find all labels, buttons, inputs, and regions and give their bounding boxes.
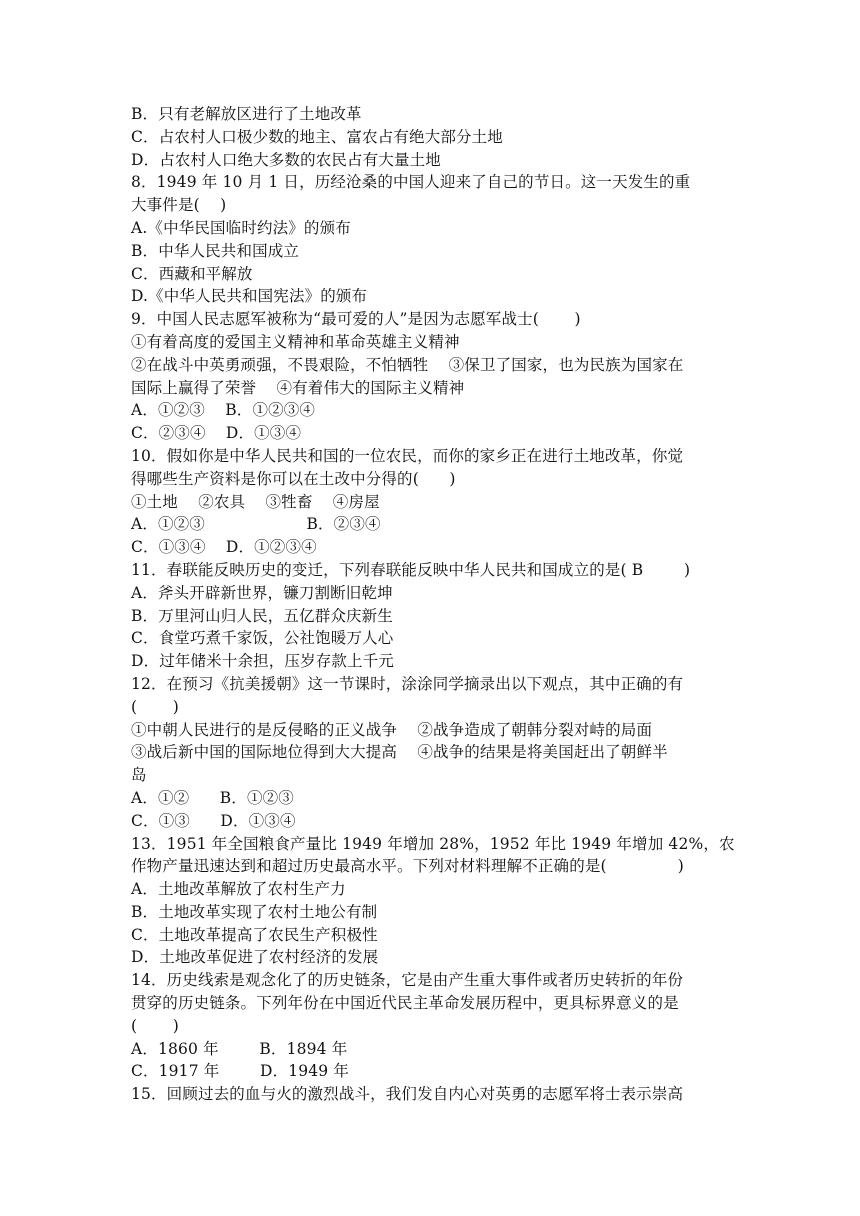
text-line: C．①③④ D．①②③④: [131, 538, 317, 557]
text-line: C．占农村人口极少数的地主、富农占有绝大部分土地: [131, 127, 503, 146]
text-line: 13．1951 年全国粮食产量比 1949 年增加 28%，1952 年比 1949 年增加 42%，农: [131, 834, 735, 853]
text-line: ③战后新中国的国际地位得到大大提高 ④战争的结果是将美国赶出了朝鲜半: [131, 743, 668, 762]
text-line: 10．假如你是中华人民共和国的一位农民，而你的家乡正在进行土地改革，你觉: [131, 446, 684, 465]
text-line: ①土地 ②农具 ③牲畜 ④房屋: [131, 492, 380, 511]
text-line: D．过年储米十余担，压岁存款上千元: [131, 652, 394, 671]
text-line: 14．历史线索是观念化了的历史链条，它是由产生重大事件或者历史转折的年份: [131, 971, 684, 990]
text-line: 8．1949 年 10 月 1 日，历经沧桑的中国人迎来了自己的节日。这一天发生的重: [131, 173, 691, 192]
text-line: A．1860 年 B．1894 年: [131, 1039, 348, 1058]
text-line: A.《中华民国临时约法》的颁布: [131, 218, 351, 237]
text-line: B．万里河山归人民，五亿群众庆新生: [131, 606, 393, 625]
text-line: 国际上赢得了荣誉 ④有着伟大的国际主义精神: [131, 378, 465, 397]
text-line: C．1917 年 D．1949 年: [131, 1062, 350, 1081]
text-line: 贯穿的历史链条。下列年份在中国近代民主革命发展历程中，更具标界意义的是: [131, 994, 679, 1013]
text-line: ( ): [131, 697, 179, 716]
text-line: C．食堂巧煮千家饭，公社饱暖万人心: [131, 629, 394, 648]
text-line: C．①③ D．①③④: [131, 811, 296, 830]
text-line: 12．在预习《抗美援朝》这一节课时，涂涂同学摘录出以下观点，其中正确的有: [131, 674, 684, 693]
text-line: ( ): [131, 1016, 179, 1035]
text-line: C．土地改革提高了农民生产积极性: [131, 925, 378, 944]
text-line: A．①② B．①②③: [131, 788, 294, 807]
text-line: 大事件是( ): [131, 196, 227, 215]
text-line: 作物产量迅速达到和超过历史最高水平。下列对材料理解不正确的是( ): [131, 857, 684, 876]
text-line: D.《中华人民共和国宪法》的颁布: [131, 287, 368, 306]
text-line: ①有着高度的爱国主义精神和革命英雄主义精神: [131, 332, 460, 351]
text-line: ①中朝人民进行的是反侵略的正义战争 ②战争造成了朝韩分裂对峙的局面: [131, 720, 653, 739]
text-line: 岛: [131, 766, 147, 785]
text-line: A．斧头开辟新世界，镰刀割断旧乾坤: [131, 583, 393, 602]
text-line: B．土地改革实现了农村土地公有制: [131, 902, 378, 921]
text-line: C．西藏和平解放: [131, 264, 253, 283]
text-line: ②在战斗中英勇顽强，不畏艰险，不怕牺牲 ③保卫了国家，也为民族为国家在: [131, 355, 684, 374]
text-line: A．①②③ B．①②③④: [131, 401, 316, 420]
text-line: B．只有老解放区进行了土地改革: [131, 105, 362, 123]
text-line: C．②③④ D．①③④: [131, 424, 302, 443]
text-line: A．①②③ B．②③④: [131, 515, 381, 534]
text-line: D．土地改革促进了农村经济的发展: [131, 948, 379, 967]
text-line: 得哪些生产资料是你可以在土改中分得的( ): [131, 469, 456, 488]
text-line: 11．春联能反映历史的变迁，下列春联能反映中华人民共和国成立的是( B ): [131, 560, 691, 579]
text-line: D．占农村人口绝大多数的农民占有大量土地: [131, 150, 441, 169]
text-line: A．土地改革解放了农村生产力: [131, 880, 346, 899]
text-line: 15．回顾过去的血与火的激烈战斗，我们发自内心对英勇的志愿军将士表示崇高: [131, 1085, 684, 1104]
document-body: [131, 103, 735, 1106]
text-line: B．中华人民共和国成立: [131, 241, 300, 260]
text-line: 9．中国人民志愿军被称为“最可爱的人”是因为志愿军战士( ): [131, 310, 581, 329]
